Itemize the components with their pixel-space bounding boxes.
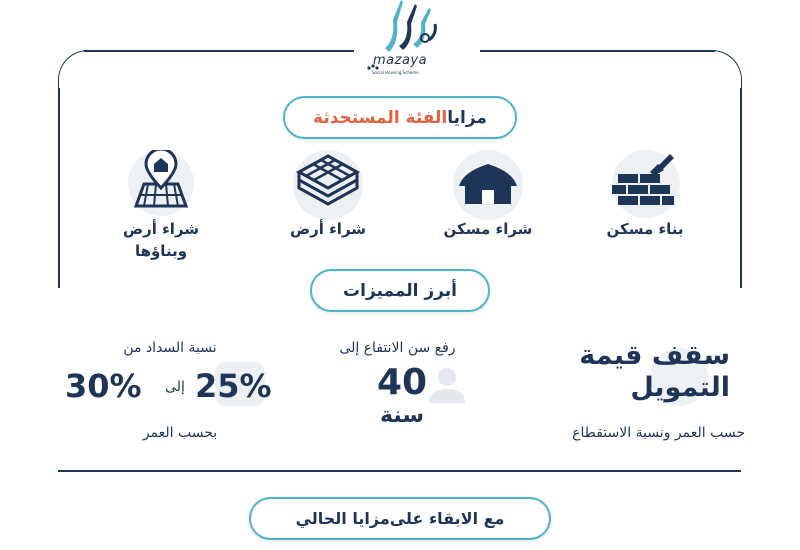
repayment-to: 30%: [65, 367, 142, 405]
frame-line-left: [58, 88, 60, 288]
header-pill-part1: مزايا: [447, 107, 487, 128]
frame-line-bottom: [58, 470, 741, 472]
bottom-pill-part2: مزايا الحالي: [295, 509, 390, 528]
repayment-note: بحسب العمر: [142, 425, 218, 441]
header-pill: [283, 96, 517, 139]
financing-title: [560, 340, 730, 404]
frame-line-right: [740, 88, 742, 288]
land-grid-icon: [293, 150, 363, 212]
frame-corner-left: [58, 50, 98, 90]
frame-line-top-left: [84, 50, 354, 52]
frame-line-top-right: [480, 50, 715, 52]
logo-subtitle: Social Housing Scheme: [372, 70, 419, 75]
location-pin-land-icon: [126, 150, 196, 212]
age-label: رفع سن الانتفاع إلى: [339, 340, 456, 356]
age-unit: سنة: [380, 403, 424, 428]
category-label: بناء مسكن: [606, 220, 684, 238]
repayment-label: نسبة السداد من: [123, 340, 217, 356]
repayment-to-word: إلى: [165, 379, 185, 395]
category-label: شراء مسكن: [443, 220, 533, 238]
repayment-from: 25%: [195, 367, 272, 405]
frame-corner-right: [702, 50, 742, 90]
house-roof-icon: [453, 150, 523, 212]
category-buy-land: [270, 150, 386, 240]
financing-subtitle: حسب العمر ونسبة الاستقطاع: [572, 425, 745, 441]
financing-title-line1: سقف قيمة: [579, 340, 730, 371]
category-label-line2: وبناؤها: [134, 242, 188, 260]
bottom-pill-part1: مع الابقاء على: [389, 509, 505, 528]
category-label-line1: شراء أرض: [122, 220, 200, 238]
category-buy-home: [430, 150, 546, 240]
category-buy-land-build: [105, 150, 217, 262]
bottom-pill: [249, 497, 551, 540]
features-pill: أبرز المميزات: [310, 269, 490, 312]
bricks-trowel-icon: [610, 150, 680, 212]
header-pill-part2: الفئة المستحدثة: [313, 107, 448, 128]
financing-title-line2: التمويل: [630, 372, 730, 403]
logo-wordmark: mazaya: [373, 53, 428, 68]
category-build-home: [595, 150, 695, 240]
age-number: 40: [376, 362, 428, 403]
category-label: شراء أرض: [289, 220, 367, 238]
